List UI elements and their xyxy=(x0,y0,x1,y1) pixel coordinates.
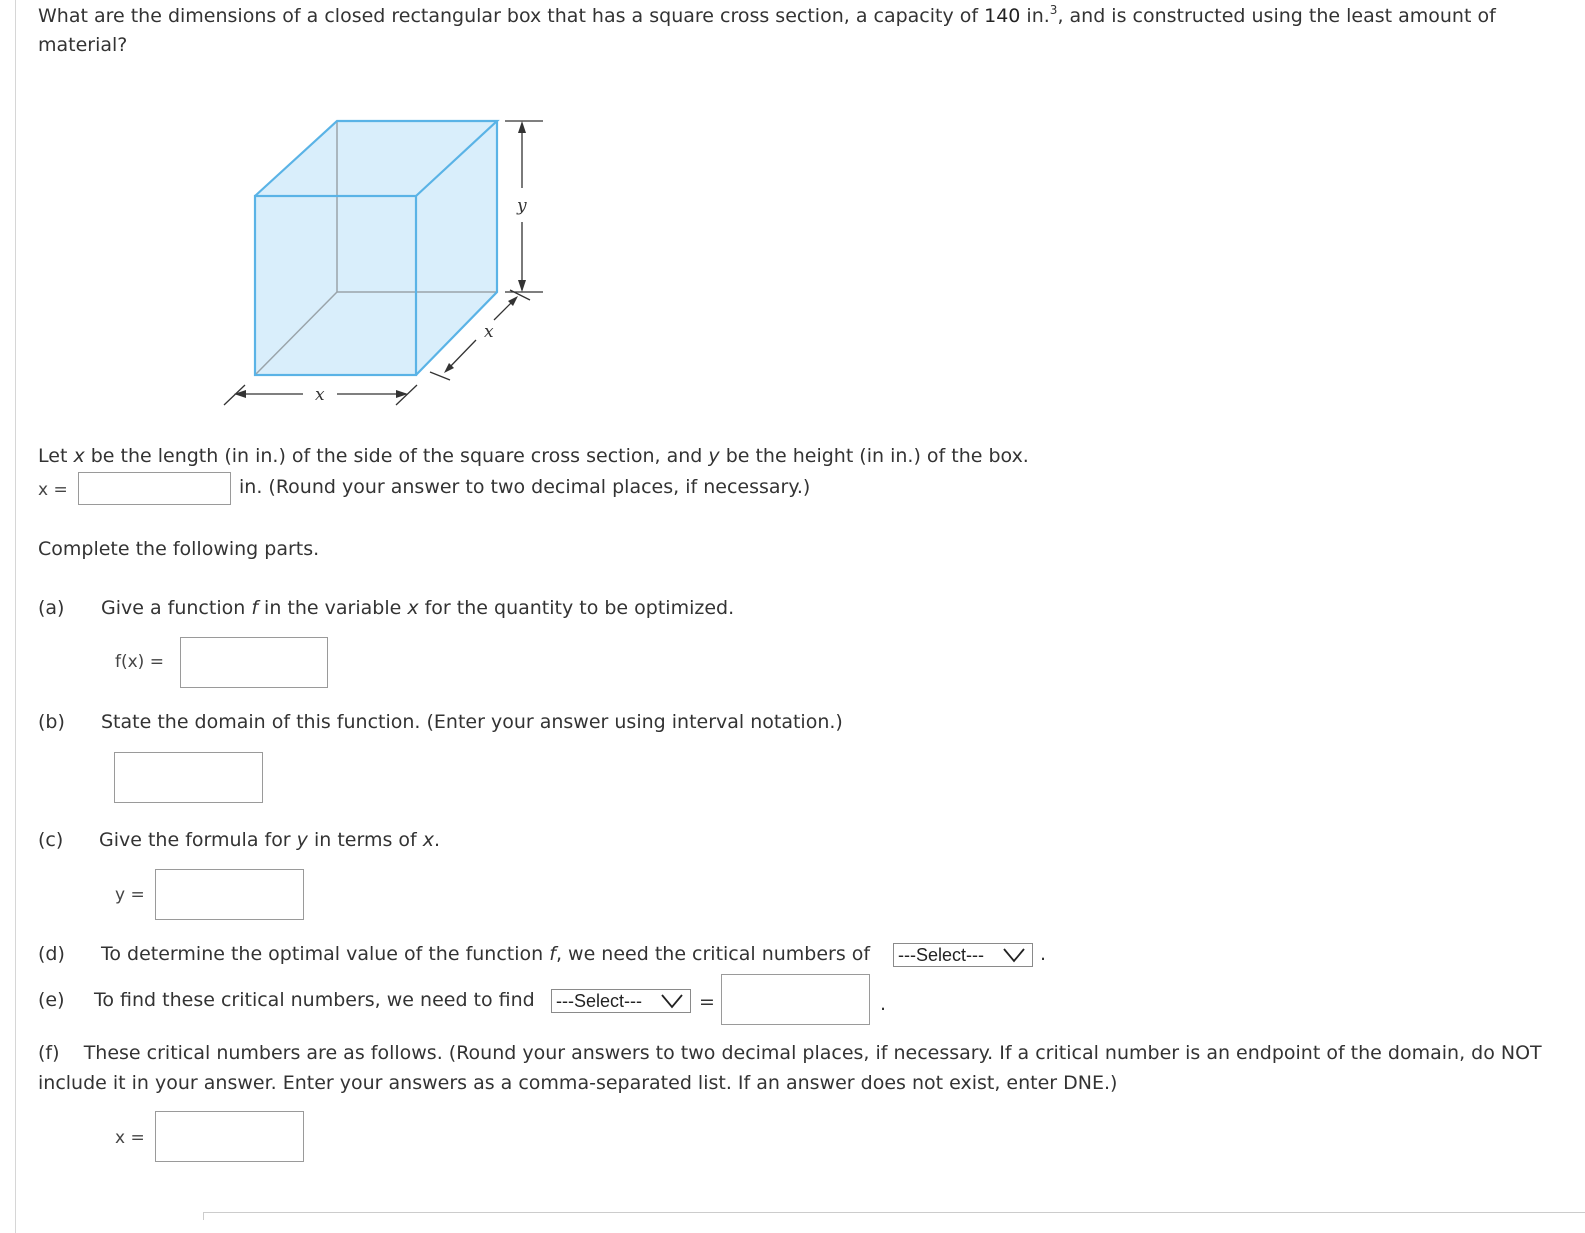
var-f: f xyxy=(251,597,259,619)
intro-text xyxy=(38,445,1029,467)
y-arrow-up xyxy=(518,121,526,133)
critical-numbers-input[interactable] xyxy=(155,1111,304,1162)
select-value: ---Select--- xyxy=(556,991,642,1011)
part-e-end: . xyxy=(880,993,887,1015)
y-label: y = xyxy=(115,885,145,905)
x-answer-label: x = xyxy=(38,480,68,500)
part-c-part: . xyxy=(434,829,441,851)
critical-x-label: x = xyxy=(115,1128,145,1148)
chevron-down-icon xyxy=(1002,946,1026,964)
part-d-letter: (d) xyxy=(38,943,65,965)
depth-x-label: x xyxy=(484,322,494,342)
fx-label: f(x) = xyxy=(115,652,164,672)
var-x: x xyxy=(407,597,419,619)
part-a-letter: (a) xyxy=(38,597,65,619)
capacity-unit: in. xyxy=(1026,5,1050,27)
part-d-text xyxy=(101,943,870,965)
part-f-letter: (f) xyxy=(38,1042,60,1064)
y-arrow-down xyxy=(518,280,526,292)
question-part-2: , and is constructed using the least amount of material? xyxy=(38,5,1496,56)
part-c-part: in terms of xyxy=(307,829,423,851)
var-x: x xyxy=(422,829,434,851)
find-input[interactable] xyxy=(721,974,870,1025)
critical-of-select[interactable] xyxy=(893,943,1033,967)
part-f-text xyxy=(38,1038,1558,1098)
y-formula-input[interactable] xyxy=(155,869,304,920)
part-b-text: State the domain of this function. (Enter your answer using interval notation.) xyxy=(101,711,843,733)
question-text xyxy=(38,2,1538,60)
var-x: x xyxy=(73,445,85,467)
equals-sign: = xyxy=(699,991,715,1013)
find-select[interactable] xyxy=(551,989,691,1013)
var-f: f xyxy=(549,943,556,965)
intro-part: Let xyxy=(38,445,74,467)
bottom-divider xyxy=(203,1212,1585,1213)
x-answer-hint: in. (Round your answer to two decimal places, if necessary.) xyxy=(239,476,811,498)
bottom-divider-tick xyxy=(203,1212,204,1220)
capacity-exponent: 3 xyxy=(1049,3,1058,17)
box-diagram xyxy=(200,100,560,420)
intro-part: be the length (in in.) of the side of the square cross section, and xyxy=(84,445,709,467)
part-a-part: in the variable xyxy=(258,597,408,619)
part-b-letter: (b) xyxy=(38,711,65,733)
box-fill xyxy=(255,121,497,375)
part-a-part: Give a function xyxy=(101,597,252,619)
fx-input[interactable] xyxy=(180,637,328,688)
var-y: y xyxy=(708,445,720,467)
x-answer-input[interactable] xyxy=(78,472,231,505)
capacity-value: 140 xyxy=(984,5,1021,27)
left-border xyxy=(15,0,16,1233)
box-figure xyxy=(200,100,560,425)
part-d-part: To determine the optimal value of the function xyxy=(101,943,550,965)
width-x-label: x xyxy=(315,385,325,405)
select-value: ---Select--- xyxy=(898,945,984,965)
part-c-letter: (c) xyxy=(38,829,64,851)
part-d-end: . xyxy=(1040,943,1047,965)
part-e-text: To find these critical numbers, we need to find xyxy=(94,989,535,1011)
width-arrow-right xyxy=(396,390,408,398)
part-a-text xyxy=(101,597,734,619)
var-y: y xyxy=(296,829,308,851)
width-arrow-left xyxy=(234,390,246,398)
complete-instruction: Complete the following parts. xyxy=(38,538,320,560)
depth-tick xyxy=(430,372,450,380)
part-a-part: for the quantity to be optimized. xyxy=(418,597,735,619)
y-label: y xyxy=(517,196,527,216)
chevron-down-icon xyxy=(660,992,684,1010)
part-f-body: These critical numbers are as follows. (Round your answers to two decimal places, if necessary. If a critical number is an endpoint of the domain, do NOT include it in your answer. Enter your answers as a comma-separated list. If an answer does not exist, enter DNE.) xyxy=(38,1042,1542,1094)
intro-part: be the height (in in.) of the box. xyxy=(719,445,1029,467)
question-part-1: What are the dimensions of a closed rectangular box that has a square cross section, a capacity of xyxy=(38,5,985,27)
part-c-text xyxy=(99,829,440,851)
part-c-part: Give the formula for xyxy=(99,829,297,851)
domain-input[interactable] xyxy=(114,752,263,803)
part-d-part: , we need the critical numbers of xyxy=(555,943,871,965)
part-e-letter: (e) xyxy=(38,989,65,1011)
